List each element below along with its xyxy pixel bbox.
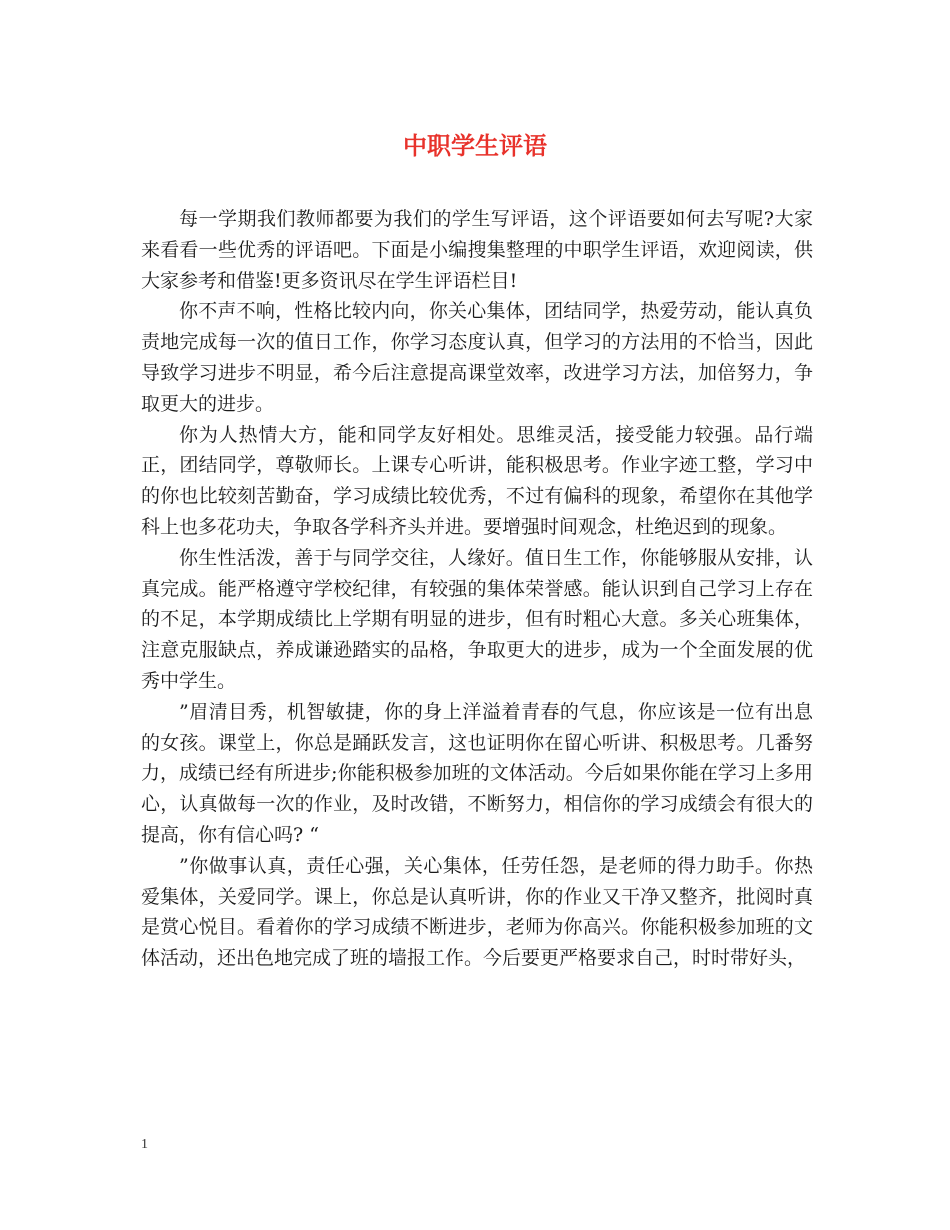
paragraph-comment-2: 你为人热情大方，能和同学友好相处。思维灵活，接受能力较强。品行端正，团结同学，尊敬师长。上课专心听讲，能积极思考。作业字迹工整，学习中的你也比较刻苦勤奋，学习成绩比较优秀，不过有偏科的现象，希望你在其他学科上也多花功夫，争取各学科齐头并进。要增强时间观念，杜绝迟到的现象。 bbox=[141, 423, 813, 538]
document-body bbox=[141, 204, 813, 974]
paragraph-intro: 每一学期我们教师都要为我们的学生写评语，这个评语要如何去写呢?大家来看看一些优秀的评语吧。下面是小编搜集整理的中职学生评语，欢迎阅读，供大家参考和借鉴!更多资讯尽在学生评语栏目! bbox=[141, 208, 813, 292]
paragraph-comment-1: 你不声不响，性格比较内向，你关心集体，团结同学，热爱劳动，能认真负责地完成每一次的值日工作，你学习态度认真，但学习的方法用的不恰当，因此导致学习进步不明显，希今后注意提高课堂效率，改进学习方法，加倍努力，争取更大的进步。 bbox=[141, 300, 813, 415]
paragraph-comment-5: ”你做事认真，责任心强，关心集体，任劳任怨，是老师的得力助手。你热爱集体，关爱同学。课上，你总是认真听讲，你的作业又干净又整齐，批阅时真是赏心悦目。看着你的学习成绩不断进步，老师为你高兴。你能积极参加班的文体活动，还出色地完成了班的墙报工作。今后要更严格要求自己，时时带好头， bbox=[141, 854, 813, 970]
paragraph-comment-3: 你生性活泼，善于与同学交往，人缘好。值日生工作，你能够服从安排，认真完成。能严格遵守学校纪律，有较强的集体荣誉感。能认识到自己学习上存在的不足，本学期成绩比上学期有明显的进步，但有时粗心大意。多关心班集体，注意克服缺点，养成谦逊踏实的品格，争取更大的进步，成为一个全面发展的优秀中学生。 bbox=[141, 546, 813, 692]
document-title: 中职学生评语 bbox=[403, 131, 547, 160]
paragraph-comment-4: ”眉清目秀，机智敏捷，你的身上洋溢着青春的气息，你应该是一位有出息的女孩。课堂上，你总是踊跃发言，这也证明你在留心听讲、积极思考。几番努力，成绩已经有所进步;你能积极参加班的文体活动。今后如果你能在学习上多用心，认真做每一次的作业，及时改错，不断努力，相信你的学习成绩会有很大的提高，你有信心吗? “ bbox=[141, 700, 813, 846]
page-number: 1 bbox=[141, 1137, 148, 1152]
